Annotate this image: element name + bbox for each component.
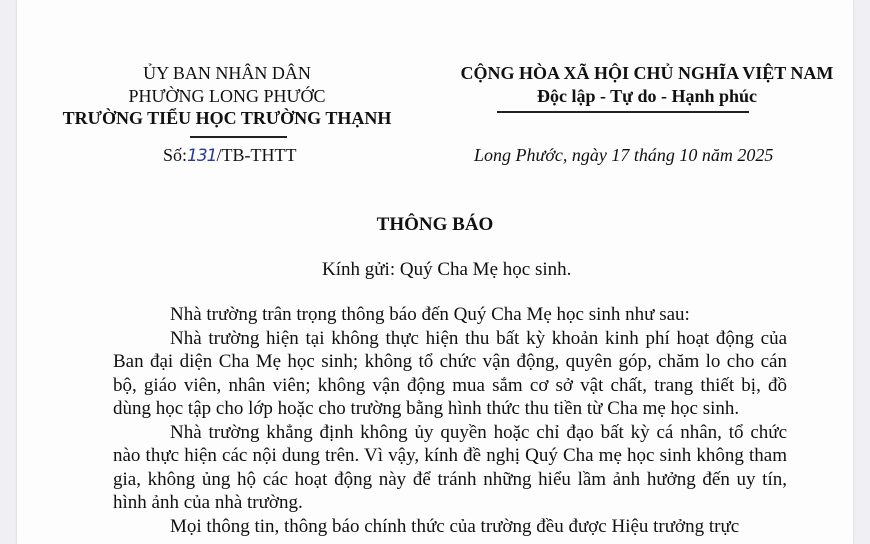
- document-date: Long Phước, ngày 17 tháng 10 năm 2025: [474, 145, 774, 165]
- document-number-suffix: /TB-THTT: [216, 145, 297, 165]
- school-name: TRƯỜNG TIỂU HỌC TRƯỜNG THẠNH: [62, 108, 392, 128]
- agency-line-1: ỦY BAN NHÂN DÂN: [143, 63, 311, 83]
- body-paragraph: Nhà trường trân trọng thông báo đến Quý Cha Mẹ học sinh như sau:: [170, 304, 690, 325]
- body-paragraph: Mọi thông tin, thông báo chính thức của trường đều được Hiệu trưởng trực: [170, 515, 740, 537]
- header-left-underline: [190, 136, 287, 138]
- document-title: THÔNG BÁO: [376, 214, 494, 235]
- document-greeting: Kính gửi: Quý Cha Mẹ học sinh.: [322, 259, 572, 280]
- document-page: [17, 0, 853, 544]
- body-paragraph: Nhà trường hiện tại không thực hiện thu bất kỳ khoản kinh phí hoạt động của Ban đại diện Cha Mẹ học sinh; không tổ chức vận động, quyên góp, chăm lo cho cán bộ, giáo viên, nhân viên; không vận động mua sắm cơ sở vật chất, trang thiết bị, đồ dùng học tập cho lớp hoặc cho trường bằng hình thức thu tiền từ Cha mẹ học sinh.: [113, 327, 787, 419]
- agency-line-2: PHƯỜNG LONG PHƯỚC: [128, 86, 326, 106]
- document-number: [163, 145, 296, 166]
- header-right-underline: [497, 111, 749, 113]
- document-body: [113, 303, 787, 538]
- body-paragraph: Nhà trường khẳng định không ủy quyền hoặc chỉ đạo bất kỳ cá nhân, tổ chức nào thực hiện các nội dung trên. Vì vậy, kính đề nghị Quý Cha mẹ học sinh không tham gia, không ủng hộ các hoạt động này để tránh những hiểu lầm ảnh hưởng đến uy tín, hình ảnh của nhà trường.: [113, 421, 787, 513]
- document-number-prefix: Số:: [163, 145, 188, 165]
- document-number-handwritten: 131: [187, 146, 217, 166]
- national-title: CỘNG HÒA XÃ HỘI CHỦ NGHĨA VIỆT NAM: [460, 63, 834, 83]
- national-motto: Độc lập - Tự do - Hạnh phúc: [536, 86, 758, 106]
